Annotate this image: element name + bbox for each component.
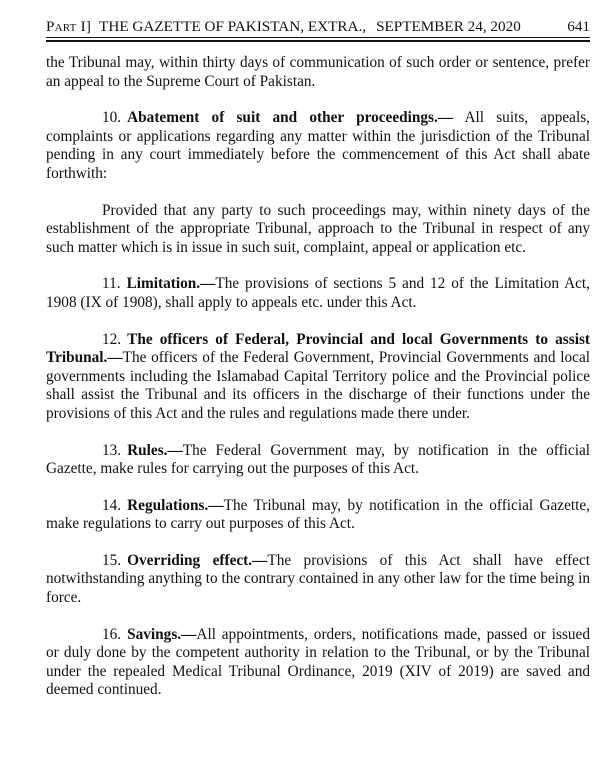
section-14 — [46, 497, 590, 534]
section-number: 12. — [102, 330, 122, 348]
section-number: 14. — [102, 496, 122, 514]
section-11 — [46, 275, 590, 312]
section-10 — [46, 109, 590, 183]
document-body — [46, 54, 590, 700]
section-heading: Savings.— — [127, 625, 197, 643]
section-text: The Federal Government may, by notification in the official Gazette, make rules for carrying out the purposes of this Act. — [46, 441, 590, 478]
section-text: The provisions of this Act shall have effect notwithstanding anything to the contrary contained in any other law for the time being in force. — [46, 551, 590, 607]
section-number: 13. — [102, 441, 122, 459]
section-number: 11. — [102, 275, 121, 293]
section-heading: Limitation.— — [126, 275, 216, 293]
section-heading: The officers of Federal, Provincial and local Governments to assist Tribunal.— — [46, 330, 590, 367]
section-heading: Overriding effect.— — [127, 551, 268, 569]
section-16 — [46, 626, 590, 700]
header-title: THE GAZETTE OF PAKISTAN, EXTRA., — [99, 18, 367, 35]
section-10-proviso: Provided that any party to such proceedings may, within ninety days of the establishment of the appropriate Tribunal, approach to the Tribunal in respect of any such matter which is in issue in such suit, complaint, appeal or application etc. — [46, 201, 590, 256]
page-header — [46, 18, 590, 38]
section-13 — [46, 442, 590, 479]
header-rule — [46, 40, 590, 42]
header-date: SEPTEMBER 24, 2020 — [376, 18, 521, 35]
section-heading: Rules.— — [127, 441, 183, 459]
section-text: All suits, appeals, complaints or applications regarding any matter within the jurisdiction of the Tribunal pending in any court immediately before the commencement of this Act shall abate forthwith: — [46, 109, 590, 182]
section-15 — [46, 552, 590, 608]
section-text: The officers of the Federal Government, Provincial Governments and local governments including the Islamabad Capital Territory police and the Provincial police shall assist the Tribunal and its officers in the discharge of their functions under the provisions of this Act and the rules and regulations made there under. — [46, 349, 590, 422]
section-text: The provisions of sections 5 and 12 of the Limitation Act, 1908 (IX of 1908), shall apply to appeals etc. under this Act. — [46, 275, 590, 311]
continuation-paragraph: the Tribunal may, within thirty days of communication of such order or sentence, prefer an appeal to the Supreme Court of Pakistan. — [46, 54, 590, 90]
section-number: 10. — [102, 109, 122, 127]
section-text: The Tribunal may, by notification in the official Gazette, make regulations to carry out purposes of this Act. — [46, 496, 590, 533]
section-12 — [46, 331, 590, 424]
page-number: 641 — [567, 18, 590, 35]
section-number: 16. — [102, 625, 122, 643]
section-heading: Abatement of suit and other proceedings.— — [127, 109, 454, 127]
header-part: Part I] — [46, 18, 92, 35]
section-heading: Regulations.— — [127, 496, 224, 514]
section-text: All appointments, orders, notifications made, passed or issued or duly done by the competent authority in relation to the Tribunal, or by the Tribunal under the repealed Medical Tribunal Ordinance, 2019 (XIV of 2019) are saved and deemed continued. — [46, 625, 590, 699]
section-number: 15. — [102, 551, 122, 569]
